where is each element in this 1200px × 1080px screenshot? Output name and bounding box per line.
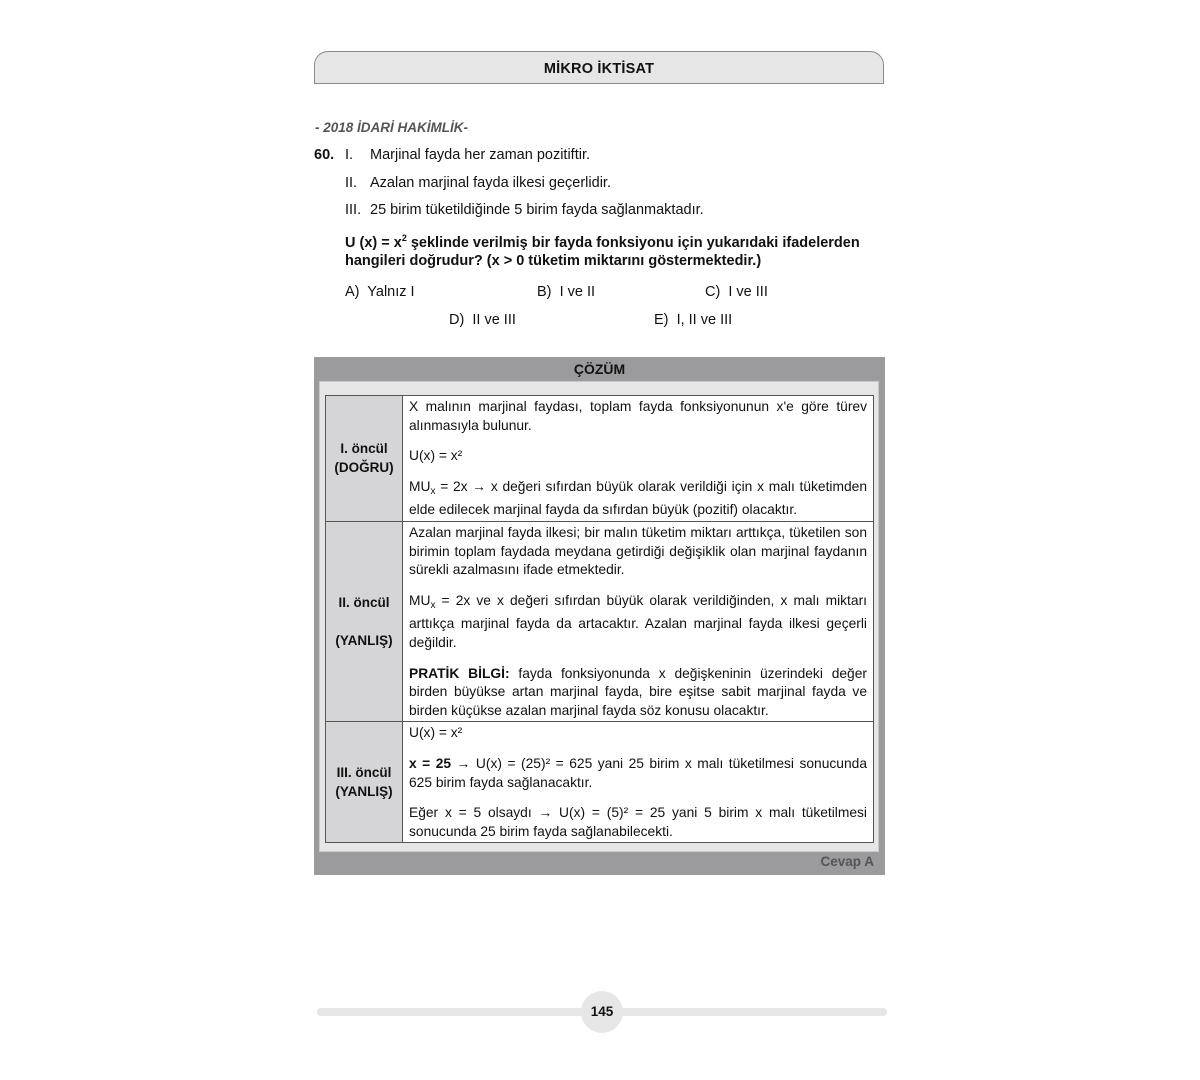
premise-label <box>326 396 403 522</box>
question-number: 60. <box>314 147 335 163</box>
table-row <box>326 722 874 843</box>
premise-explanation <box>403 521 874 721</box>
statement-roman: I. <box>345 147 354 163</box>
paragraph <box>409 478 867 520</box>
prompt-superscript: 2 <box>401 233 407 243</box>
option-key: C) <box>705 284 721 300</box>
practical-info-label: PRATİK BİLGİ: <box>409 665 510 681</box>
paragraph-text: = 2x ve x değeri sıfırdan büyük olarak verildiğinden, x malı miktarı arttıkça marjinal fayda da artacaktır. Azalan marjinal fayda ilkesi geçerli değildir. <box>409 592 867 650</box>
paragraph: U(x) = x² <box>409 448 463 464</box>
statement-3 <box>345 202 704 218</box>
mu-subscript: x <box>430 599 436 611</box>
statement-text: Azalan marjinal fayda ilkesi geçerlidir. <box>370 175 611 191</box>
paragraph-text: → U(x) = (25)² = 625 yani 25 birim x malı tüketilmesi sonucunda 625 birim fayda sağlanacaktır. <box>409 755 867 790</box>
option-key: D) <box>449 312 465 328</box>
question-source: - 2018 İDARİ HAKİMLİK- <box>315 120 469 135</box>
question-prompt <box>345 229 890 270</box>
option-b[interactable] <box>537 284 595 300</box>
mu-subscript: x <box>430 485 436 497</box>
option-key: B) <box>537 284 552 300</box>
premise-verdict: (YANLIŞ) <box>335 784 393 800</box>
answer-label: Cevap A <box>820 854 874 869</box>
premise-name: I. öncül <box>340 441 388 457</box>
option-text: I, II ve III <box>676 312 733 328</box>
premise-verdict: (YANLIŞ) <box>335 633 393 649</box>
page-number: 145 <box>581 991 623 1033</box>
premise-label <box>326 521 403 721</box>
premise-explanation <box>403 722 874 843</box>
paragraph <box>409 592 867 653</box>
prompt-text: U (x) = x <box>345 234 402 251</box>
paragraph: X malının marjinal faydası, toplam fayda fonksiyonunun x'e göre türev alınmasıyla bulunur. <box>409 399 867 433</box>
premise-name: III. öncül <box>336 765 392 781</box>
statement-text: 25 birim tüketildiğinde 5 birim fayda sağlanmaktadır. <box>370 202 704 218</box>
solution-box <box>314 357 885 875</box>
option-e[interactable] <box>654 312 732 328</box>
paragraph: Azalan marjinal fayda ilkesi; bir malın tüketim miktarı arttıkça, tüketilen son birimin toplam faydada meydana getirdiği değişiklik olan marjinal faydanın sürekli azalmasını ifade etmektedir. <box>409 524 867 578</box>
solution-title: ÇÖZÜM <box>573 361 626 377</box>
premise-explanation <box>403 396 874 522</box>
statement-2 <box>345 175 611 191</box>
premise-name: II. öncül <box>338 595 390 611</box>
option-key: E) <box>654 312 669 328</box>
option-c[interactable] <box>705 284 768 300</box>
paragraph <box>409 665 867 721</box>
bold-value: x = 25 <box>409 755 452 771</box>
statement-text: Marjinal fayda her zaman pozitiftir. <box>370 147 591 163</box>
paragraph-text: fayda fonksiyonunda x değişkeninin üzerindeki değer birden büyükse artan marjinal fayda, bire eşitse sabit marjinal fayda ve birden küçükse azalan marjinal fayda söz konusu olacaktır. <box>409 665 867 718</box>
table-row <box>326 396 874 522</box>
option-text: I ve III <box>728 284 768 300</box>
premise-label <box>326 722 403 843</box>
option-text: Yalnız I <box>367 284 415 300</box>
statement-roman: III. <box>345 202 362 218</box>
premise-verdict: (DOĞRU) <box>334 460 394 476</box>
page-header-title: MİKRO İKTİSAT <box>314 51 884 84</box>
option-d[interactable] <box>449 312 516 328</box>
statement-roman: II. <box>345 175 358 191</box>
prompt-text: hangileri doğrudur? (x > 0 tüketim miktarını göstermektedir.) <box>345 252 762 269</box>
statement-1 <box>345 147 590 163</box>
paragraph-text: = 2x → x değeri sıfırdan büyük olarak verildiği için x malı tüketimden elde edilecek marjinal fayda da sıfırdan büyük (pozitif) olacaktır. <box>409 478 867 518</box>
option-key: A) <box>345 284 360 300</box>
mu-symbol: MU <box>409 592 431 608</box>
option-a[interactable] <box>345 284 415 300</box>
paragraph: Eğer x = 5 olsaydı → U(x) = (5)² = 25 yani 5 birim x malı tüketilmesi sonucunda 25 birim fayda sağlanabilecekti. <box>409 805 867 839</box>
prompt-text: şeklinde verilmiş bir fayda fonksiyonu için yukarıdaki ifadelerden <box>406 234 860 251</box>
paragraph: U(x) = x² <box>409 725 463 741</box>
paragraph <box>409 755 867 792</box>
option-text: II ve III <box>472 312 516 328</box>
option-text: I ve II <box>559 284 596 300</box>
mu-symbol: MU <box>409 478 431 494</box>
table-row <box>326 521 874 721</box>
solution-table <box>325 395 874 843</box>
